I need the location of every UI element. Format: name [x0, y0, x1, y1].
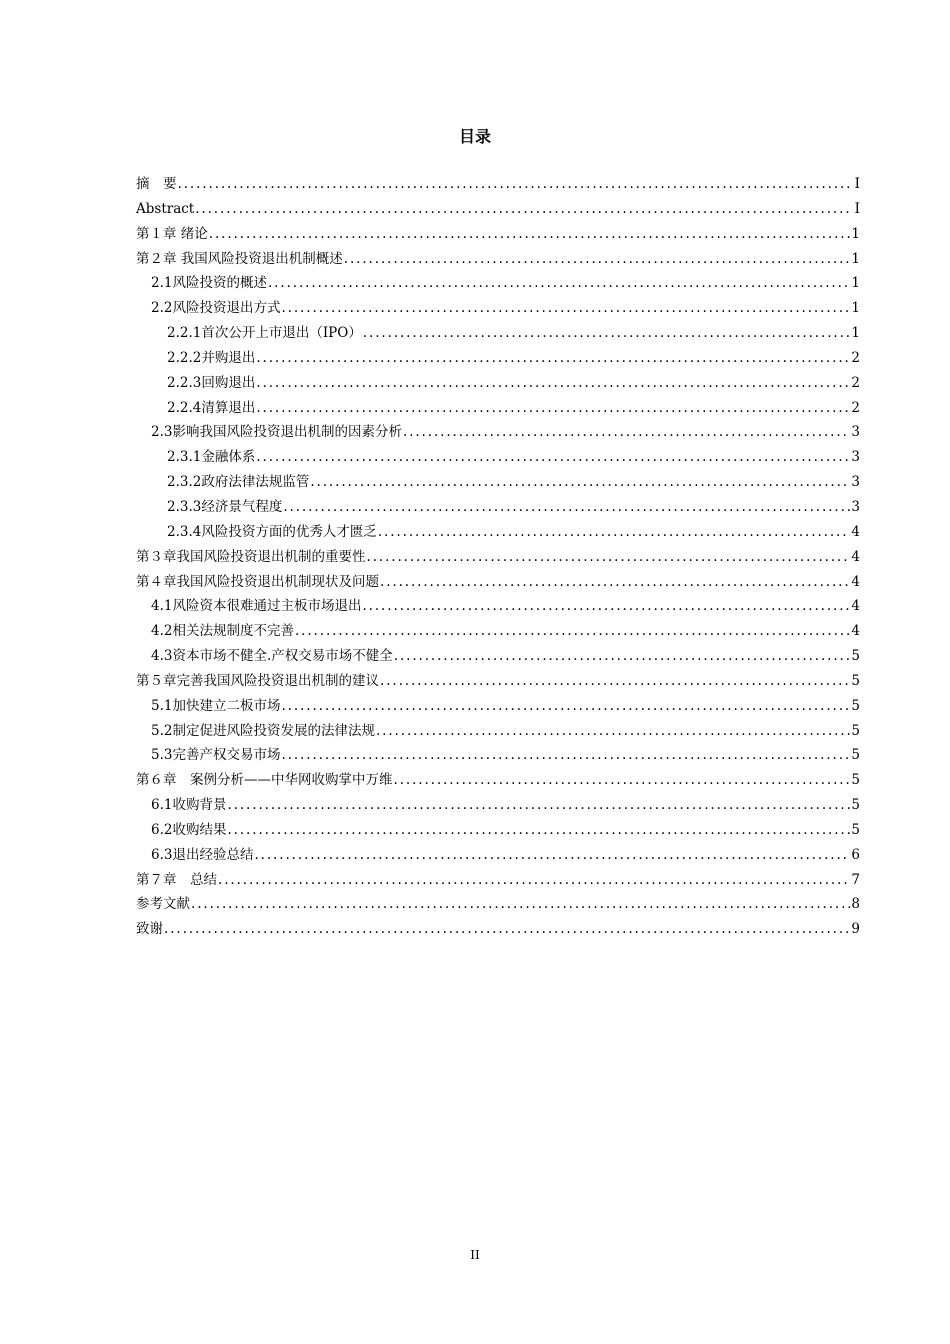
toc-entry-page: 6: [851, 846, 860, 863]
page-number: II: [470, 1248, 480, 1262]
toc-entry[interactable]: [136, 172, 860, 197]
toc-entry-title: 第４章我国风险投资退出机制现状及问题: [136, 573, 379, 590]
toc-entry[interactable]: [136, 818, 860, 843]
page-title: 目录: [458, 127, 491, 146]
toc-entry-page: 1: [851, 250, 860, 267]
toc-entry[interactable]: [136, 396, 860, 421]
toc-entry[interactable]: [136, 843, 860, 868]
toc-entry-title: 2.2.4清算退出: [167, 399, 256, 416]
toc-entry-page: 5: [851, 697, 860, 714]
toc-entry[interactable]: [136, 197, 860, 222]
toc-entry[interactable]: [136, 420, 860, 445]
toc-entry-page: 1: [851, 275, 860, 292]
toc-dot-leader: [227, 818, 850, 843]
toc-entry-title: 摘 要: [136, 176, 177, 192]
toc-entry-title: 6.3退出经验总结: [151, 846, 254, 863]
toc-entry[interactable]: [136, 719, 860, 744]
toc-entry[interactable]: [136, 296, 860, 321]
toc-entry-page: 5: [851, 747, 860, 764]
toc-entry-title: 致谢: [136, 921, 163, 938]
toc-entry-title: 2.3影响我国风险投资退出机制的因素分析: [151, 424, 402, 441]
toc-entry-title: 第７章 总结: [136, 871, 217, 888]
toc-entry-title: 5.1加快建立二板市场: [151, 697, 281, 714]
toc-entry[interactable]: [136, 247, 860, 272]
toc-entry-page: I: [854, 200, 860, 217]
toc-entry-title: 2.1风险投资的概述: [151, 275, 267, 292]
toc-entry-title: 4.1风险资本很难通过主板市场退出: [151, 598, 362, 615]
toc-entry[interactable]: [136, 868, 860, 893]
toc-entry-page: 8: [851, 896, 860, 913]
toc-dot-leader: [310, 470, 850, 495]
toc-entry-title: 第６章 案例分析——中华网收购掌中万维: [136, 772, 393, 789]
toc-entry[interactable]: [136, 644, 860, 669]
toc-entry-title: 2.3.2政府法律法规监管: [167, 474, 310, 491]
toc-dot-leader: [268, 271, 850, 296]
toc-entry-page: 9: [851, 921, 860, 938]
toc-entry[interactable]: [136, 222, 860, 247]
toc-dot-leader: [195, 197, 851, 222]
toc-entry[interactable]: [136, 917, 860, 942]
toc-entry-page: 1: [851, 300, 860, 317]
toc-entry-page: 5: [851, 648, 860, 665]
toc-entry-title: 2.2风险投资退出方式: [151, 300, 281, 317]
toc-entry-page: 4: [851, 598, 860, 615]
toc-dot-leader: [164, 917, 850, 942]
toc-entry-title: 2.2.2并购退出: [167, 349, 256, 366]
toc-entry-page: 1: [851, 225, 860, 242]
toc-entry[interactable]: [136, 768, 860, 793]
toc-dot-leader: [394, 644, 851, 669]
toc-dot-leader: [227, 793, 850, 818]
toc-dot-leader: [394, 768, 851, 793]
toc-entry-title: 第５章完善我国风险投资退出机制的建议: [136, 672, 379, 689]
toc-entry-page: 4: [851, 623, 860, 640]
toc-entry-page: 3: [851, 474, 860, 491]
toc-entry-title: 4.2相关法规制度不完善: [151, 623, 294, 640]
toc-entry-title: 2.2.1首次公开上市退出（IPO）: [167, 325, 362, 342]
toc-entry-page: 1: [851, 325, 860, 342]
toc-dot-leader: [281, 694, 850, 719]
toc-dot-leader: [380, 669, 850, 694]
toc-entry-page: 3: [851, 424, 860, 441]
toc-dot-leader: [256, 346, 850, 371]
toc-entry[interactable]: [136, 470, 860, 495]
toc-entry[interactable]: [136, 694, 860, 719]
toc-dot-leader: [378, 520, 851, 545]
table-of-contents: [136, 172, 860, 942]
toc-entry[interactable]: [136, 743, 860, 768]
toc-entry[interactable]: [136, 570, 860, 595]
toc-dot-leader: [209, 222, 851, 247]
toc-entry[interactable]: [136, 271, 860, 296]
toc-entry-title: 2.3.4风险投资方面的优秀人才匮乏: [167, 523, 377, 540]
toc-entry[interactable]: [136, 520, 860, 545]
toc-entry[interactable]: [136, 669, 860, 694]
toc-entry-page: 5: [851, 772, 860, 789]
toc-dot-leader: [344, 247, 851, 272]
toc-dot-leader: [367, 545, 851, 570]
toc-entry[interactable]: [136, 445, 860, 470]
toc-entry[interactable]: [136, 619, 860, 644]
toc-dot-leader: [256, 371, 850, 396]
toc-entry[interactable]: [136, 321, 860, 346]
toc-entry-page: 2: [851, 399, 860, 416]
toc-dot-leader: [281, 296, 850, 321]
toc-entry-title: 第１章 绪论: [136, 225, 208, 242]
toc-entry-title: 2.3.1金融体系: [167, 449, 256, 466]
toc-dot-leader: [363, 321, 851, 346]
toc-entry-title: 5.2制定促进风险投资发展的法律法规: [151, 722, 375, 739]
toc-entry-title: 第２章 我国风险投资退出机制概述: [136, 250, 343, 267]
toc-dot-leader: [380, 570, 850, 595]
toc-dot-leader: [362, 594, 850, 619]
toc-entry[interactable]: [136, 892, 860, 917]
toc-entry-page: 4: [851, 523, 860, 540]
toc-entry[interactable]: [136, 371, 860, 396]
toc-entry-page: 3: [851, 498, 860, 515]
toc-dot-leader: [218, 868, 850, 893]
toc-dot-leader: [254, 843, 850, 868]
toc-entry-title: 5.3完善产权交易市场: [151, 747, 281, 764]
toc-entry[interactable]: [136, 346, 860, 371]
toc-entry-page: 2: [851, 374, 860, 391]
toc-dot-leader: [256, 396, 850, 421]
toc-entry-title: 6.2收购结果: [151, 821, 227, 838]
toc-entry-page: 5: [851, 821, 860, 838]
toc-entry-page: 5: [851, 797, 860, 814]
toc-dot-leader: [191, 892, 850, 917]
toc-entry-page: 3: [851, 449, 860, 466]
toc-entry-page: 4: [851, 573, 860, 590]
toc-dot-leader: [295, 619, 850, 644]
toc-dot-leader: [256, 445, 850, 470]
toc-entry[interactable]: [136, 594, 860, 619]
toc-entry-title: 参考文献: [136, 896, 190, 913]
toc-entry[interactable]: [136, 545, 860, 570]
toc-entry[interactable]: [136, 793, 860, 818]
toc-entry-page: 5: [851, 672, 860, 689]
toc-dot-leader: [376, 719, 850, 744]
toc-entry-page: 4: [851, 548, 860, 565]
toc-entry-title: 第３章我国风险投资退出机制的重要性: [136, 548, 366, 565]
toc-dot-leader: [281, 743, 850, 768]
toc-entry[interactable]: [136, 495, 860, 520]
toc-entry-page: 5: [851, 722, 860, 739]
toc-entry-title: 2.2.3回购退出: [167, 374, 256, 391]
toc-dot-leader: [283, 495, 850, 520]
toc-entry-title: 6.1收购背景: [151, 797, 227, 814]
toc-entry-title: 4.3资本市场不健全.产权交易市场不健全: [151, 648, 393, 665]
toc-entry-page: 7: [851, 871, 860, 888]
toc-entry-page: 2: [851, 349, 860, 366]
toc-dot-leader: [403, 420, 850, 445]
toc-entry-page: I: [854, 176, 860, 192]
toc-entry-title: Abstract: [136, 200, 195, 217]
toc-entry-title: 2.3.3经济景气程度: [167, 498, 283, 515]
toc-dot-leader: [178, 172, 852, 197]
